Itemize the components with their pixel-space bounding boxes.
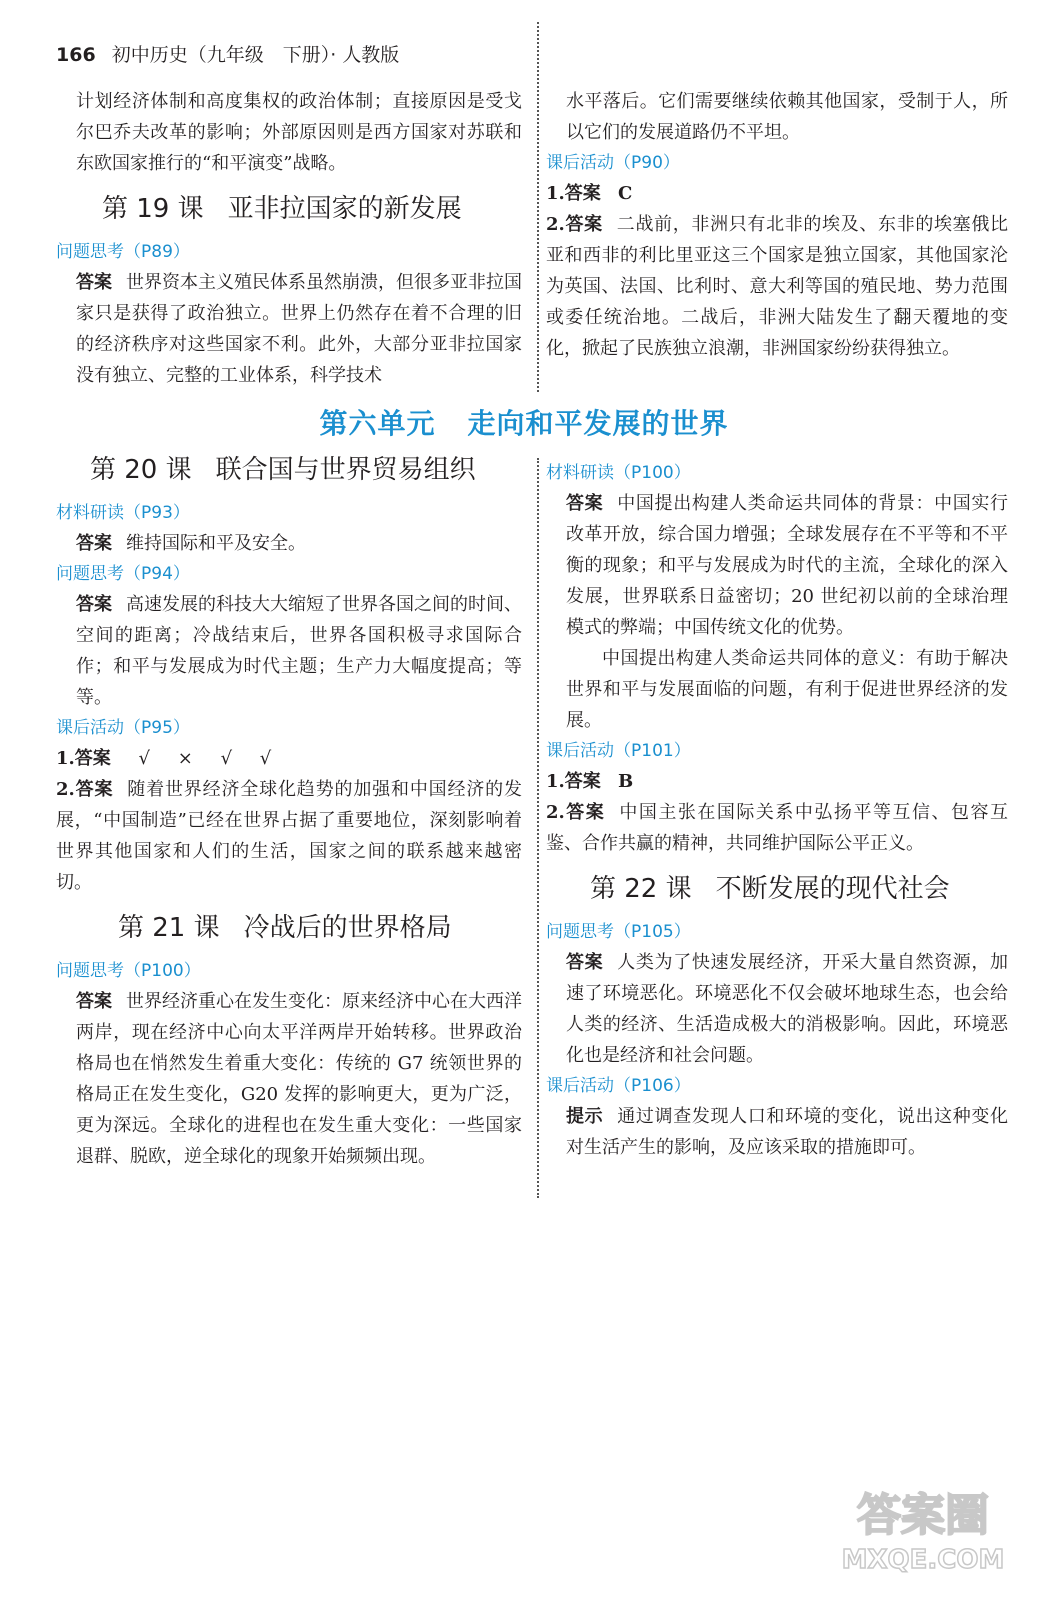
answer-label: 答案 bbox=[76, 533, 112, 554]
answer-paragraph bbox=[56, 528, 522, 559]
right-column-top bbox=[546, 86, 1008, 364]
answer-text: 二战前，非洲只有北非的埃及、东非的埃塞俄比亚和西非的利比里亚这三个国家是独立国家，其他国家沦为英国、法国、比利时、意大利等国的殖民地、势力范围或委任统治地。二战后，非洲大陆发生了翻天覆地的变化，掀起了民族独立浪潮，非洲国家纷纷获得独立。 bbox=[546, 214, 1008, 359]
lesson-number: 第 22 课 bbox=[590, 874, 692, 904]
answer-label: 答案 bbox=[566, 952, 604, 973]
section-heading: 问题思考（P89） bbox=[56, 242, 190, 262]
lesson-title: 不断发展的现代社会 bbox=[715, 874, 950, 904]
page-number: 166 bbox=[56, 44, 96, 66]
unit-number: 第六单元 bbox=[319, 407, 436, 440]
answer-1 bbox=[546, 766, 1008, 797]
answer-paragraph bbox=[56, 589, 522, 713]
answer-1 bbox=[56, 743, 522, 774]
book-title: 初中历史（九年级 下册）· 人教版 bbox=[111, 44, 400, 66]
lesson-22-heading bbox=[546, 869, 1008, 909]
lesson-title: 冷战后的世界格局 bbox=[243, 913, 452, 943]
answer-number: 2.答案 bbox=[546, 802, 606, 823]
section-heading: 材料研读（P100） bbox=[546, 463, 691, 483]
lesson-21-heading bbox=[56, 908, 522, 948]
right-column-bottom bbox=[546, 458, 1008, 1163]
answer-number: 2.答案 bbox=[56, 779, 114, 800]
unit-title: 走向和平发展的世界 bbox=[467, 407, 729, 440]
lesson-20-heading bbox=[56, 450, 522, 490]
answer-label: 答案 bbox=[76, 272, 112, 293]
watermark-logo bbox=[828, 1472, 1018, 1582]
true-mark: √ bbox=[259, 748, 272, 769]
answer-1 bbox=[546, 178, 1008, 209]
answer-label: 答案 bbox=[566, 493, 604, 514]
false-mark: × bbox=[177, 748, 193, 769]
answer-number: 1.答案 bbox=[546, 771, 601, 792]
lesson-number: 第 20 课 bbox=[90, 455, 192, 485]
answer-2 bbox=[546, 209, 1008, 364]
column-divider-top bbox=[537, 22, 539, 392]
lesson-19-heading bbox=[56, 189, 522, 229]
true-mark: √ bbox=[138, 748, 151, 769]
answer-paragraph bbox=[546, 947, 1008, 1071]
answer-text: 随着世界经济全球化趋势的加强和中国经济的发展，“中国制造”已经在世界占据了重要地位，深刻影响着世界其他国家和人们的生活，国家之间的联系越来越密切。 bbox=[56, 779, 522, 893]
answer-text: 中国主张在国际关系中弘扬平等互信、包容互鉴、合作共赢的精神，共同维护国际公平正义。 bbox=[546, 802, 1009, 854]
lesson-number: 第 21 课 bbox=[118, 913, 220, 943]
answer-text: 维持国际和平及安全。 bbox=[126, 533, 306, 554]
tip-label: 提示 bbox=[566, 1106, 604, 1127]
answer-paragraph bbox=[56, 267, 522, 391]
lesson-title: 联合国与世界贸易组织 bbox=[215, 455, 476, 485]
lesson-title: 亚非拉国家的新发展 bbox=[227, 194, 462, 224]
left-column-top bbox=[56, 86, 522, 391]
watermark-line-2: MXQE.COM bbox=[841, 1545, 1005, 1575]
section-heading: 课后活动（P95） bbox=[56, 718, 190, 738]
lesson-number: 第 19 课 bbox=[102, 194, 204, 224]
watermark-line-1: 答案圈 bbox=[857, 1490, 989, 1541]
answer-label: 答案 bbox=[76, 594, 112, 615]
section-heading: 问题思考（P100） bbox=[56, 961, 201, 981]
answer-paragraph-2: 中国提出构建人类命运共同体的意义：有助于解决世界和平与发展面临的问题，有利于促进世界经济的发展。 bbox=[566, 648, 1008, 731]
answer-text: 世界资本主义殖民体系虽然崩溃，但很多亚非拉国家只是获得了政治独立。世界上仍然存在着不合理的旧的经济秩序对这些国家不利。此外，大部分亚非拉国家没有独立、完整的工业体系，科学技术 bbox=[76, 272, 522, 386]
answer-label: 答案 bbox=[76, 991, 112, 1012]
answer-2 bbox=[56, 774, 522, 898]
answer-text: 高速发展的科技大大缩短了世界各国之间的时间、空间的距离；冷战结束后，世界各国积极寻求国际合作；和平与发展成为时代主题；生产力大幅度提高；等等。 bbox=[76, 594, 522, 708]
left-column-bottom bbox=[56, 450, 522, 1172]
page-header bbox=[56, 40, 399, 67]
answer-2 bbox=[546, 797, 1008, 859]
continued-paragraph: 计划经济体制和高度集权的政治体制；直接原因是受戈尔巴乔夫改革的影响；外部原因则是西方国家对苏联和东欧国家推行的“和平演变”战略。 bbox=[76, 91, 522, 174]
unit-heading bbox=[0, 402, 1048, 442]
answer-paragraph bbox=[56, 986, 522, 1172]
answer-text: 世界经济重心在发生变化：原来经济中心在大西洋两岸，现在经济中心向太平洋两岸开始转移。世界政治格局也在悄然发生着重大变化：传统的 G7 统领世界的格局正在发生变化，G20 发挥的影响更大，更为广泛，更为深远。全球化的进程也在发生重大变化：一些国家退群、脱欧，逆全球化的现象开始频频出现。 bbox=[76, 991, 522, 1167]
section-heading: 课后活动（P106） bbox=[546, 1076, 691, 1096]
section-heading: 课后活动（P101） bbox=[546, 741, 691, 761]
answer-text: 中国提出构建人类命运共同体的背景：中国实行改革开放，综合国力增强；全球发展存在不平等和不平衡的现象；和平与发展成为时代的主流，全球化的深入发展，世界联系日益密切；20 世纪初以前的全球治理模式的弊端；中国传统文化的优势。 bbox=[566, 493, 1009, 638]
answer-paragraph bbox=[546, 488, 1008, 643]
answer-text: 人类为了快速发展经济，开采大量自然资源，加速了环境恶化。环境恶化不仅会破坏地球生态，也会给人类的经济、生活造成极大的消极影响。因此，环境恶化也是经济和社会问题。 bbox=[566, 952, 1009, 1066]
true-mark: √ bbox=[220, 748, 233, 769]
section-heading: 问题思考（P105） bbox=[546, 922, 691, 942]
answer-value: B bbox=[617, 771, 634, 792]
answer-number: 1.答案 bbox=[546, 183, 601, 204]
tip-paragraph bbox=[546, 1101, 1008, 1163]
column-divider-bottom bbox=[537, 458, 539, 1198]
answer-number: 1.答案 bbox=[56, 748, 111, 769]
answer-value: C bbox=[617, 183, 633, 204]
section-heading: 材料研读（P93） bbox=[56, 503, 190, 523]
answer-number: 2.答案 bbox=[546, 214, 603, 235]
continued-paragraph: 水平落后。它们需要继续依赖其他国家，受制于人，所以它们的发展道路仍不平坦。 bbox=[566, 91, 1008, 143]
section-heading: 问题思考（P94） bbox=[56, 564, 190, 584]
tip-text: 通过调查发现人口和环境的变化，说出这种变化对生活产生的影响，及应该采取的措施即可。 bbox=[566, 1106, 1009, 1158]
section-heading: 课后活动（P90） bbox=[546, 153, 680, 173]
